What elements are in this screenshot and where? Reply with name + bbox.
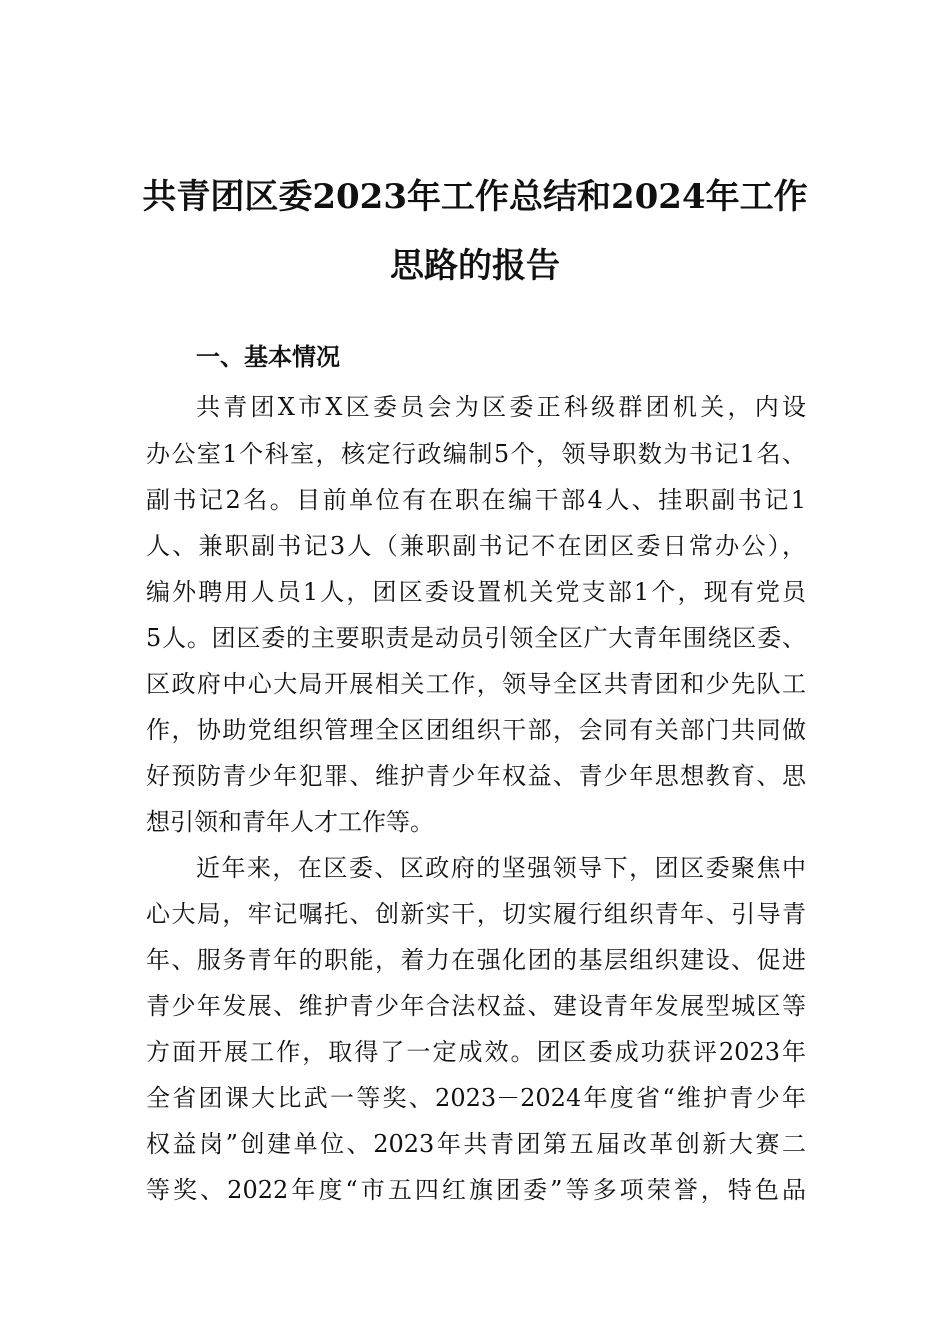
- paragraph-2-line: 权益岗”创建单位、2023年共青团第五届改革创新大赛二: [146, 1130, 806, 1158]
- paragraph-1-line: 区政府中心大局开展相关工作，领导全区共青团和少先队工: [146, 670, 806, 698]
- paragraph-1-line: 编外聘用人员1人，团区委设置机关党支部1个，现有党员: [146, 578, 806, 606]
- document-title-line-2: 思路的报告: [390, 246, 560, 286]
- paragraph-1-line: 好预防青少年犯罪、维护青少年权益、青少年思想教育、思: [146, 762, 806, 790]
- paragraph-1-line: 作，协助党组织管理全区团组织干部，会同有关部门共同做: [146, 716, 806, 744]
- paragraph-1-line: 副书记2名。目前单位有在职在编干部4人、挂职副书记1: [146, 486, 806, 514]
- paragraph-1-line: 共青团X市X区委员会为区委正科级群团机关，内设: [196, 393, 806, 421]
- paragraph-2-line: 全省团课大比武一等奖、2023－2024年度省“维护青少年: [146, 1084, 806, 1112]
- paragraph-2-line: 心大局，牢记嘱托、创新实干，切实履行组织青年、引导青: [146, 900, 806, 928]
- paragraph-2-line: 青少年发展、维护青少年合法权益、建设青年发展型城区等: [146, 992, 806, 1020]
- paragraph-1-line: 5人。团区委的主要职责是动员引领全区广大青年围绕区委、: [146, 624, 806, 652]
- paragraph-1-line: 想引领和青年人才工作等。: [146, 808, 434, 836]
- paragraph-2-line: 方面开展工作，取得了一定成效。团区委成功获评2023年: [146, 1038, 806, 1066]
- paragraph-2-line: 等奖、2022年度“市五四红旗团委”等多项荣誉，特色品: [146, 1176, 806, 1204]
- paragraph-2-line: 近年来，在区委、区政府的坚强领导下，团区委聚焦中: [196, 854, 806, 882]
- section-heading-basic-situation: 一、基本情况: [196, 342, 340, 371]
- paragraph-1-line: 人、兼职副书记3人（兼职副书记不在团区委日常办公），: [146, 532, 806, 560]
- paragraph-2-line: 年、服务青年的职能，着力在强化团的基层组织建设、促进: [146, 946, 806, 974]
- paragraph-1-line: 办公室1个科室，核定行政编制5个，领导职数为书记1名、: [146, 440, 806, 468]
- document-title-line-1: 共青团区委2023年工作总结和2024年工作: [142, 177, 808, 217]
